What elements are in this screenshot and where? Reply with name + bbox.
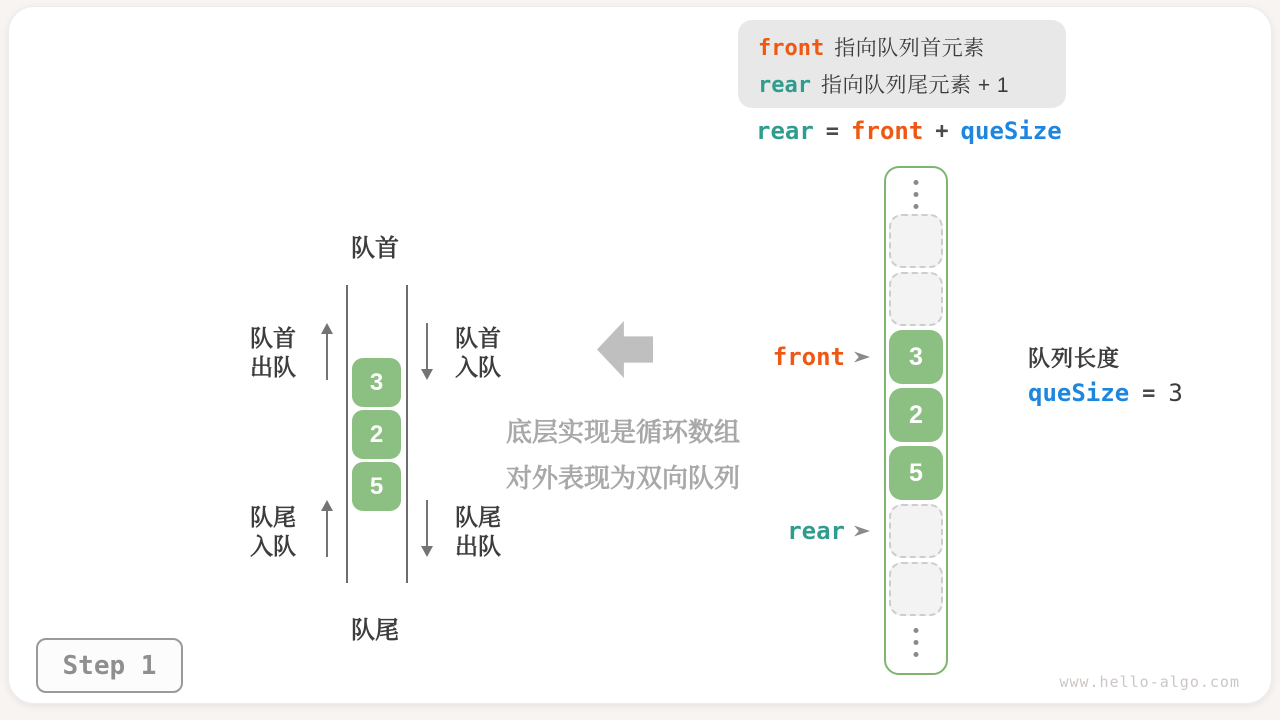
- array-cell-empty: [889, 272, 943, 326]
- formula-rear: rear: [756, 117, 814, 145]
- op-label-line: 出队: [455, 533, 501, 559]
- deque-right-wall: [406, 285, 408, 583]
- rear-description: 指向队列尾元素 + 1: [820, 74, 1010, 97]
- front-keyword: front: [758, 36, 825, 61]
- array-cell: 3: [889, 330, 943, 384]
- pointer-formula: [756, 117, 1062, 145]
- legend-line-rear: [758, 67, 1046, 104]
- step-badge-label: Step 1: [62, 650, 157, 681]
- formula-quesize: queSize: [960, 117, 1062, 145]
- arrow-up-icon: [321, 323, 333, 380]
- array-cell-empty: [889, 562, 943, 616]
- rear-pointer-label: rear: [787, 517, 845, 545]
- front-pointer: [773, 343, 870, 371]
- ellipsis-icon: [914, 180, 919, 209]
- array-cell-empty: [889, 504, 943, 558]
- array-cell: 5: [889, 446, 943, 500]
- pointer-arrow-icon: [854, 351, 870, 364]
- rear-pointer: [787, 517, 870, 545]
- deque-cell: 5: [352, 462, 401, 511]
- queue-length-value: [1028, 379, 1183, 407]
- array-cell-empty: [889, 214, 943, 268]
- array-cell: 2: [889, 388, 943, 442]
- pointer-arrow-icon: [854, 525, 870, 538]
- legend-box: [738, 20, 1066, 108]
- deque-left-wall: [346, 285, 348, 583]
- formula-equals: =: [825, 118, 840, 144]
- quesize-keyword: queSize: [1028, 379, 1130, 407]
- arrow-down-icon: [421, 323, 433, 380]
- quesize-value: 3: [1168, 379, 1183, 407]
- arrow-down-icon: [421, 500, 433, 557]
- op-label-line: 入队: [455, 354, 501, 380]
- op-label-line: 队首: [455, 325, 501, 351]
- site-url: www.hello-algo.com: [1059, 673, 1240, 691]
- op-label-line: 入队: [250, 533, 296, 559]
- formula-front: front: [851, 117, 924, 145]
- op-label-tail-dequeue: [455, 503, 515, 561]
- op-label-line: 队尾: [250, 504, 296, 530]
- ellipsis-icon: [914, 628, 919, 657]
- op-label-tail-enqueue: [250, 503, 310, 561]
- queue-length-title: 队列长度: [1028, 346, 1121, 371]
- front-pointer-label: front: [772, 343, 845, 371]
- step-badge: [36, 638, 183, 693]
- arrow-up-icon: [321, 500, 333, 557]
- op-label-head-dequeue: [250, 324, 310, 382]
- array-container: [884, 166, 948, 675]
- note-text: [494, 409, 752, 501]
- deque-cell: 3: [352, 358, 401, 407]
- deque-tail-label: 队尾: [351, 617, 399, 644]
- op-label-head-enqueue: [455, 324, 515, 382]
- op-label-line: 队首: [250, 325, 296, 351]
- formula-plus: +: [935, 118, 949, 144]
- note-line: 对外表现为双向队列: [505, 463, 740, 493]
- rear-keyword: rear: [758, 73, 811, 98]
- deque-head-label: 队首: [351, 235, 399, 262]
- op-label-line: 队尾: [455, 504, 501, 530]
- legend-line-front: [758, 30, 1046, 67]
- front-description: 指向队列首元素: [834, 37, 985, 60]
- op-label-line: 出队: [250, 354, 296, 380]
- note-line: 底层实现是循环数组: [505, 417, 740, 447]
- quesize-equals: =: [1142, 380, 1156, 406]
- deque-cell: 2: [352, 410, 401, 459]
